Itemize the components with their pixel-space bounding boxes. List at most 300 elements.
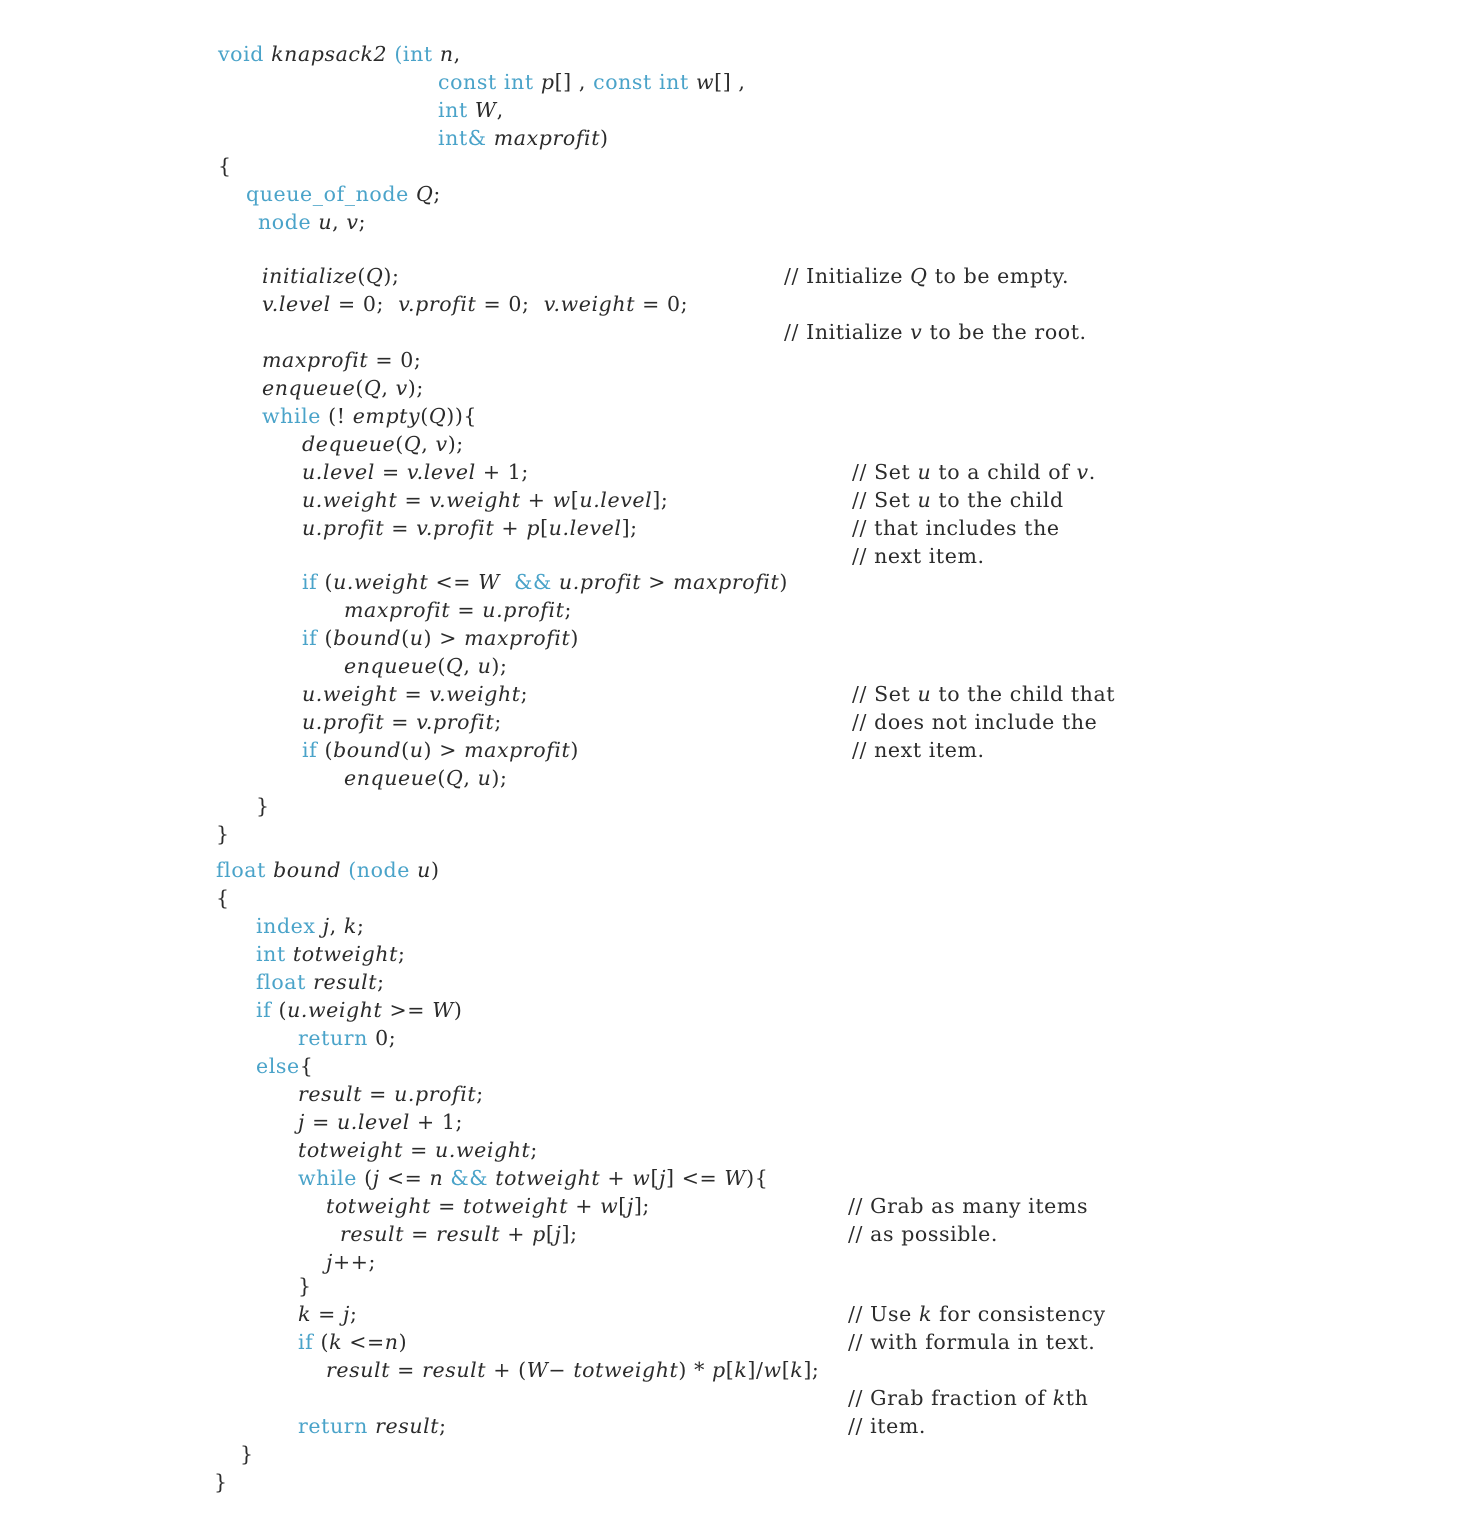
code-text: ]; bbox=[803, 1358, 820, 1382]
code-identifier: enqueue bbox=[344, 766, 438, 790]
code-line bbox=[344, 596, 572, 624]
code-identifier: w bbox=[632, 1166, 651, 1190]
code-line bbox=[302, 486, 668, 514]
code-keyword: queue_of_node bbox=[246, 182, 416, 206]
code-identifier: u bbox=[917, 488, 932, 512]
code-identifier: u.weight bbox=[287, 998, 383, 1022]
code-identifier: enqueue bbox=[344, 654, 438, 678]
code-line bbox=[256, 912, 364, 940]
code-text: >= bbox=[382, 998, 433, 1022]
code-text: // as possible. bbox=[848, 1222, 998, 1246]
code-text: + 1; bbox=[409, 1110, 464, 1134]
code-identifier: empty bbox=[352, 404, 421, 428]
code-line bbox=[344, 764, 508, 792]
code-keyword: while bbox=[262, 404, 329, 428]
code-keyword: if bbox=[298, 1330, 321, 1354]
code-text: [ bbox=[570, 488, 580, 512]
code-text: // next item. bbox=[852, 544, 985, 568]
code-line bbox=[216, 856, 440, 884]
code-keyword: const int bbox=[593, 70, 696, 94]
code-text: [] , bbox=[554, 70, 594, 94]
code-identifier: W bbox=[526, 1358, 549, 1382]
code-identifier: u.level bbox=[579, 488, 653, 512]
code-identifier: u.profit bbox=[482, 598, 565, 622]
code-text: − bbox=[548, 1358, 574, 1382]
code-text: // that includes the bbox=[852, 516, 1060, 540]
code-line bbox=[258, 208, 366, 236]
code-identifier: k bbox=[790, 1358, 804, 1382]
code-text: + 1; bbox=[475, 460, 529, 484]
code-text: [ bbox=[618, 1194, 627, 1218]
code-identifier: v bbox=[435, 432, 448, 456]
code-text: = 0; bbox=[368, 348, 422, 372]
code-line bbox=[298, 1164, 768, 1192]
code-line bbox=[256, 792, 270, 820]
code-identifier: enqueue bbox=[262, 376, 356, 400]
code-text: to be the root. bbox=[922, 320, 1087, 344]
code-text: ; bbox=[397, 942, 406, 966]
code-line bbox=[848, 1220, 998, 1248]
code-keyword: float bbox=[216, 858, 274, 882]
code-identifier: maxprofit bbox=[344, 598, 451, 622]
code-line bbox=[298, 1412, 447, 1440]
code-identifier: u.weight bbox=[333, 570, 429, 594]
code-identifier: j bbox=[554, 1222, 562, 1246]
code-text: = bbox=[397, 682, 430, 706]
code-text: ) > bbox=[423, 738, 465, 762]
code-line bbox=[256, 968, 385, 996]
code-line bbox=[848, 1328, 1095, 1356]
code-identifier: Q bbox=[428, 404, 447, 428]
code-keyword: const int bbox=[438, 70, 541, 94]
code-identifier: v bbox=[346, 210, 359, 234]
code-text: [ bbox=[725, 1358, 735, 1382]
code-text: = bbox=[304, 1110, 337, 1134]
code-text: ); bbox=[491, 654, 508, 678]
code-identifier: u.profit bbox=[394, 1082, 477, 1106]
code-line bbox=[298, 1300, 358, 1328]
code-text: ; bbox=[377, 970, 385, 994]
code-text: { bbox=[218, 154, 232, 178]
code-line bbox=[848, 1412, 926, 1440]
code-text: ( bbox=[324, 626, 334, 650]
code-line bbox=[302, 568, 788, 596]
code-text: ( bbox=[278, 998, 288, 1022]
code-identifier: j bbox=[343, 1302, 351, 1326]
code-identifier: u.weight bbox=[302, 488, 398, 512]
code-text: ; bbox=[520, 682, 529, 706]
code-text: [] , bbox=[714, 70, 746, 94]
code-identifier: W bbox=[724, 1166, 747, 1190]
code-identifier: u.profit bbox=[302, 710, 385, 734]
code-identifier: Q bbox=[403, 432, 422, 456]
code-text: ( bbox=[437, 766, 446, 790]
code-line bbox=[256, 1052, 313, 1080]
code-identifier: bound bbox=[333, 626, 402, 650]
code-text: ){ bbox=[746, 1166, 769, 1190]
code-text: , bbox=[463, 766, 478, 790]
code-identifier: maxprofit bbox=[673, 570, 780, 594]
code-line bbox=[848, 1300, 1106, 1328]
code-text: ++; bbox=[332, 1250, 377, 1274]
code-text: ) bbox=[430, 858, 440, 882]
code-text: [ bbox=[781, 1358, 791, 1382]
code-line bbox=[302, 458, 529, 486]
code-identifier: p bbox=[526, 516, 541, 540]
code-identifier: u.level bbox=[336, 1110, 410, 1134]
code-keyword: else bbox=[256, 1054, 300, 1078]
code-text: ( bbox=[395, 432, 404, 456]
code-identifier: W bbox=[432, 998, 454, 1022]
code-keyword: int bbox=[438, 98, 475, 122]
code-line bbox=[302, 514, 638, 542]
code-text: ; bbox=[356, 914, 365, 938]
code-line bbox=[852, 708, 1097, 736]
code-identifier: bound bbox=[333, 738, 402, 762]
code-text: + bbox=[500, 1222, 533, 1246]
code-identifier: j bbox=[322, 914, 330, 938]
code-keyword: while bbox=[298, 1166, 365, 1190]
code-text: ); bbox=[491, 766, 508, 790]
code-text: // with formula in text. bbox=[848, 1330, 1096, 1354]
code-text: ) > bbox=[423, 626, 465, 650]
code-line bbox=[240, 1440, 254, 1468]
code-line bbox=[784, 318, 1087, 346]
code-identifier: v.profit bbox=[398, 292, 477, 316]
code-text: [ bbox=[545, 1222, 555, 1246]
code-identifier: u.level bbox=[548, 516, 622, 540]
code-identifier: u bbox=[409, 626, 424, 650]
code-identifier: k bbox=[343, 914, 357, 938]
code-text: , bbox=[453, 42, 468, 66]
code-line bbox=[438, 96, 504, 124]
code-line bbox=[302, 430, 464, 458]
code-identifier: u bbox=[409, 738, 424, 762]
code-text: to a child of bbox=[931, 460, 1077, 484]
code-text: ; bbox=[494, 710, 502, 734]
code-text: ( bbox=[357, 264, 366, 288]
code-text: = bbox=[403, 1138, 436, 1162]
code-line bbox=[326, 1356, 819, 1384]
code-keyword: int bbox=[402, 42, 440, 66]
code-text: <= bbox=[428, 570, 479, 594]
code-identifier: maxprofit bbox=[493, 126, 601, 150]
code-text: ; bbox=[476, 1082, 484, 1106]
code-line bbox=[298, 1136, 538, 1164]
code-identifier: Q bbox=[445, 766, 464, 790]
code-line bbox=[214, 1468, 228, 1496]
code-text: } bbox=[216, 822, 230, 846]
code-text: } bbox=[240, 1442, 254, 1466]
code-identifier: v.weight bbox=[429, 488, 521, 512]
code-identifier: result bbox=[313, 970, 378, 994]
code-text: ) bbox=[570, 738, 579, 762]
code-text: ]; bbox=[652, 488, 669, 512]
code-text: // Initialize bbox=[784, 320, 911, 344]
code-identifier: w bbox=[763, 1358, 782, 1382]
code-text: ( bbox=[401, 626, 410, 650]
code-text: , bbox=[463, 654, 478, 678]
code-text: , bbox=[496, 98, 504, 122]
code-line bbox=[298, 1024, 396, 1052]
code-text: = bbox=[431, 1194, 464, 1218]
code-line bbox=[246, 180, 441, 208]
code-text: = bbox=[390, 1358, 423, 1382]
code-keyword: if bbox=[302, 570, 325, 594]
code-text: . bbox=[1088, 460, 1096, 484]
code-line bbox=[852, 736, 985, 764]
code-identifier: w bbox=[600, 1194, 619, 1218]
code-identifier: totweight bbox=[463, 1194, 569, 1218]
code-text: // Set bbox=[852, 460, 918, 484]
code-line bbox=[298, 1328, 407, 1356]
code-text: ) bbox=[453, 998, 463, 1022]
code-identifier: j bbox=[659, 1166, 667, 1190]
code-line bbox=[326, 1248, 376, 1276]
code-text: ) bbox=[600, 126, 609, 150]
code-text: ( bbox=[324, 570, 334, 594]
code-keyword: if bbox=[302, 738, 325, 762]
code-keyword: if bbox=[302, 626, 325, 650]
code-text: // Grab as many items bbox=[848, 1194, 1089, 1218]
code-keyword: && bbox=[443, 1166, 496, 1190]
code-text: [ bbox=[650, 1166, 660, 1190]
code-identifier: totweight bbox=[292, 942, 398, 966]
code-text: to the child that bbox=[931, 682, 1116, 706]
code-identifier: p bbox=[712, 1358, 726, 1382]
code-identifier: u bbox=[477, 766, 492, 790]
code-identifier: totweight bbox=[326, 1194, 432, 1218]
code-identifier: n bbox=[429, 1166, 444, 1190]
code-identifier: Q bbox=[415, 182, 434, 206]
code-text: + bbox=[600, 1166, 633, 1190]
code-identifier: v.weight bbox=[429, 682, 521, 706]
code-text: = 0; bbox=[330, 292, 399, 316]
code-text: ( bbox=[401, 738, 410, 762]
code-identifier: j bbox=[626, 1194, 634, 1218]
code-identifier: k bbox=[734, 1358, 748, 1382]
code-line bbox=[438, 124, 609, 152]
code-identifier: v bbox=[910, 320, 923, 344]
code-text: <= bbox=[342, 1330, 385, 1354]
code-identifier: u bbox=[318, 210, 333, 234]
code-identifier: u bbox=[417, 858, 431, 882]
code-keyword: node bbox=[258, 210, 319, 234]
code-line bbox=[852, 486, 1064, 514]
code-line bbox=[302, 624, 579, 652]
code-line bbox=[340, 1220, 578, 1248]
code-text: <= bbox=[379, 1166, 430, 1190]
code-identifier: p bbox=[532, 1222, 546, 1246]
code-text: = 0; bbox=[635, 292, 689, 316]
code-line bbox=[262, 346, 421, 374]
code-keyword: node bbox=[356, 858, 418, 882]
code-line bbox=[262, 402, 477, 430]
code-identifier: u.weight bbox=[302, 682, 398, 706]
code-line bbox=[298, 1108, 463, 1136]
code-identifier: u bbox=[917, 460, 932, 484]
code-text: (! bbox=[328, 404, 353, 428]
code-identifier: u bbox=[477, 654, 492, 678]
code-text: th bbox=[1065, 1386, 1089, 1410]
code-identifier: result bbox=[375, 1414, 440, 1438]
code-text: ; bbox=[358, 210, 367, 234]
code-identifier: w bbox=[695, 70, 715, 94]
code-text: [ bbox=[540, 516, 549, 540]
code-line bbox=[262, 262, 400, 290]
code-line bbox=[302, 708, 502, 736]
code-line bbox=[848, 1384, 1088, 1412]
code-text: ; bbox=[564, 598, 572, 622]
code-identifier: w bbox=[552, 488, 571, 512]
code-identifier: totweight bbox=[495, 1166, 601, 1190]
code-line bbox=[852, 680, 1115, 708]
code-text: = bbox=[384, 710, 417, 734]
code-identifier: totweight bbox=[298, 1138, 404, 1162]
code-line bbox=[344, 652, 508, 680]
code-identifier: v.profit bbox=[416, 710, 495, 734]
code-text: + bbox=[568, 1194, 601, 1218]
code-line bbox=[262, 374, 424, 402]
code-text: // Grab fraction of bbox=[848, 1386, 1053, 1410]
code-identifier: maxprofit bbox=[464, 738, 571, 762]
code-identifier: v.profit bbox=[416, 516, 495, 540]
code-text: = bbox=[384, 516, 417, 540]
code-identifier: result bbox=[436, 1222, 501, 1246]
code-text: } bbox=[256, 794, 270, 818]
code-text: = 0; bbox=[476, 292, 544, 316]
code-text: } bbox=[298, 1274, 312, 1298]
code-keyword: if bbox=[256, 998, 279, 1022]
code-keyword: && bbox=[499, 570, 559, 594]
code-text: ) bbox=[779, 570, 788, 594]
code-text: ]; bbox=[561, 1222, 578, 1246]
code-text: ) bbox=[398, 1330, 408, 1354]
code-identifier: result bbox=[340, 1222, 405, 1246]
code-keyword: float bbox=[256, 970, 314, 994]
code-line bbox=[302, 680, 528, 708]
code-text: ; bbox=[350, 1302, 358, 1326]
code-identifier: u.profit bbox=[558, 570, 642, 594]
code-text: = bbox=[404, 1222, 437, 1246]
code-identifier: dequeue bbox=[302, 432, 396, 456]
code-identifier: initialize bbox=[262, 264, 358, 288]
code-identifier: W bbox=[478, 570, 500, 594]
code-identifier: u bbox=[917, 682, 932, 706]
code-keyword: int bbox=[256, 942, 293, 966]
code-identifier: u.profit bbox=[302, 516, 385, 540]
code-text: ); bbox=[407, 376, 424, 400]
code-identifier: W bbox=[474, 98, 497, 122]
code-identifier: v bbox=[1076, 460, 1089, 484]
code-identifier: k bbox=[918, 1302, 933, 1326]
code-identifier: j bbox=[298, 1110, 305, 1134]
code-line bbox=[302, 736, 579, 764]
code-text: )){ bbox=[446, 404, 478, 428]
code-line bbox=[852, 542, 985, 570]
code-identifier: p bbox=[540, 70, 555, 94]
code-text: // item. bbox=[848, 1414, 927, 1438]
code-text: + bbox=[520, 488, 553, 512]
code-text: , bbox=[329, 914, 344, 938]
code-identifier: n bbox=[384, 1330, 399, 1354]
code-text: ]/ bbox=[747, 1358, 764, 1382]
code-text: ( bbox=[364, 1166, 373, 1190]
code-identifier: maxprofit bbox=[464, 626, 571, 650]
code-identifier: k bbox=[1052, 1386, 1066, 1410]
code-keyword: ( bbox=[394, 42, 403, 66]
code-line bbox=[218, 152, 232, 180]
code-keyword: index bbox=[256, 914, 323, 938]
code-text: // Set bbox=[852, 488, 918, 512]
code-text: ; bbox=[433, 182, 441, 206]
code-keyword: int& bbox=[438, 126, 494, 150]
code-text: ]; bbox=[633, 1194, 650, 1218]
code-identifier: result bbox=[326, 1358, 391, 1382]
code-identifier: bound bbox=[273, 858, 349, 882]
code-identifier: j bbox=[326, 1250, 333, 1274]
code-text: ); bbox=[447, 432, 464, 456]
code-line bbox=[298, 1080, 484, 1108]
code-text: // Initialize bbox=[784, 264, 911, 288]
code-text: // Use bbox=[848, 1302, 919, 1326]
code-identifier: Q bbox=[445, 654, 464, 678]
code-line bbox=[256, 996, 462, 1024]
code-identifier: v.level bbox=[262, 292, 331, 316]
code-text: ( bbox=[437, 654, 446, 678]
code-identifier: Q bbox=[363, 376, 382, 400]
code-text: ( bbox=[355, 376, 364, 400]
code-text: // does not include the bbox=[852, 710, 1098, 734]
code-text: for consistency bbox=[932, 1302, 1106, 1326]
code-line bbox=[852, 514, 1060, 542]
code-line bbox=[262, 290, 688, 318]
code-keyword: void bbox=[218, 42, 272, 66]
code-text: , bbox=[332, 210, 347, 234]
code-line bbox=[326, 1192, 650, 1220]
code-text: // Set bbox=[852, 682, 918, 706]
code-line bbox=[218, 40, 468, 68]
code-line bbox=[216, 884, 230, 912]
code-text: + bbox=[494, 516, 527, 540]
code-identifier: knapsack2 bbox=[271, 42, 395, 66]
code-identifier: v bbox=[395, 376, 408, 400]
code-text: ; bbox=[530, 1138, 538, 1162]
code-text: , bbox=[421, 432, 436, 456]
code-text: ] <= bbox=[666, 1166, 725, 1190]
code-text: } bbox=[214, 1470, 228, 1494]
code-identifier: u.level bbox=[302, 460, 375, 484]
code-text: // next item. bbox=[852, 738, 985, 762]
code-text: { bbox=[299, 1054, 314, 1078]
code-text: = bbox=[362, 1082, 395, 1106]
code-identifier: v.level bbox=[406, 460, 476, 484]
code-text: ) * bbox=[678, 1358, 713, 1382]
code-text: ); bbox=[383, 264, 400, 288]
code-line bbox=[852, 458, 1096, 486]
code-text: { bbox=[216, 886, 230, 910]
code-identifier: result bbox=[298, 1082, 363, 1106]
code-identifier: Q bbox=[910, 264, 928, 288]
code-text: = bbox=[374, 460, 407, 484]
code-identifier: v.weight bbox=[543, 292, 636, 316]
code-line bbox=[216, 820, 230, 848]
code-line bbox=[298, 1272, 312, 1300]
code-text: ) bbox=[570, 626, 579, 650]
code-identifier: k bbox=[329, 1330, 343, 1354]
code-line bbox=[256, 940, 405, 968]
code-text: + ( bbox=[486, 1358, 527, 1382]
